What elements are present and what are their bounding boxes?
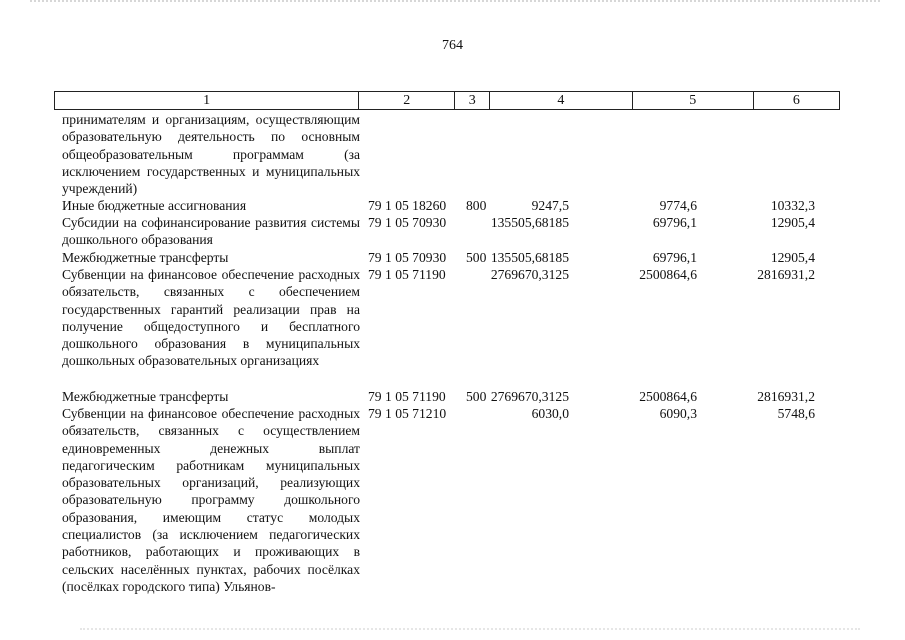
column-header-1: 1 <box>55 92 359 110</box>
column-header-4: 4 <box>490 92 633 110</box>
row-value-col6: 12905,4 <box>770 215 815 230</box>
row-value-col6: 2816931,2 <box>757 389 815 404</box>
column-header-table <box>54 91 840 110</box>
row-value-col5: 69796,1 <box>652 250 697 265</box>
row-code: 79 1 05 70930 <box>368 250 447 265</box>
row-value-col4: 6030,0 <box>531 406 569 421</box>
row-code: 79 1 05 71190 <box>368 267 446 282</box>
row-value-col4: 135505,68185 <box>490 215 569 230</box>
row-code: 79 1 05 70930 <box>368 215 447 230</box>
row-description: Межбюджетные трансферты <box>62 389 229 404</box>
row-value-col6: 5748,6 <box>777 406 815 421</box>
column-header-2: 2 <box>359 92 455 110</box>
row-expense-type: 800 <box>466 198 487 213</box>
row-value-col5: 6090,3 <box>659 406 697 421</box>
row-description: Межбюджетные трансферты <box>62 250 229 265</box>
column-header-6: 6 <box>753 92 839 110</box>
row-value-col5: 2500864,6 <box>639 389 697 404</box>
row-value-col5: 9774,6 <box>659 198 697 213</box>
row-value-col4: 135505,68185 <box>490 250 569 265</box>
column-header-5: 5 <box>632 92 753 110</box>
row-value-col4: 9247,5 <box>531 198 569 213</box>
row-code: 79 1 05 18260 <box>368 198 447 213</box>
row-value-col6: 10332,3 <box>770 198 815 213</box>
row-value-col5: 2500864,6 <box>639 267 697 282</box>
row-value-col6: 2816931,2 <box>757 267 815 282</box>
column-header-3: 3 <box>455 92 490 110</box>
row-description: Субсидии на софинансирование развития системы дошкольного образования <box>62 215 360 248</box>
column-header-row <box>55 92 840 110</box>
row-description: принимателям и организациям, осуществляющим образовательную деятельность по основным общеобразовательным программам (за исключением государственных и муниципальных учреждений) <box>62 112 360 197</box>
row-code: 79 1 05 71210 <box>368 406 447 421</box>
row-expense-type: 500 <box>466 389 487 404</box>
row-description: Субвенции на финансовое обеспечение расходных обязательств, связанных с обеспечением государственных гарантий реализации прав на получение общедоступного и бесплатного дошкольного образования в муниципальных дошкольных образовательных организациях <box>62 267 360 369</box>
row-value-col5: 69796,1 <box>652 215 697 230</box>
row-value-col4: 2769670,3125 <box>490 267 569 282</box>
page-number: 764 <box>442 38 463 53</box>
row-code: 79 1 05 71190 <box>368 389 446 404</box>
row-value-col4: 2769670,3125 <box>490 389 569 404</box>
row-value-col6: 12905,4 <box>770 250 815 265</box>
row-description: Субвенции на финансовое обеспечение расходных обязательств, связанных с осуществлением единовременных денежных выплат педагогическим работникам муниципальных образовательных организаций, реализующих образовательную программу дошкольного образования, имеющим статус молодых специалистов (за исключением педагогических работников, работающих и проживающих в сельских населённых пунктах, рабочих посёлках (посёлках городского типа) Ульянов- <box>62 406 360 594</box>
row-expense-type: 500 <box>466 250 487 265</box>
scan-artifact-top <box>30 0 880 8</box>
row-description: Иные бюджетные ассигнования <box>62 198 247 213</box>
scan-artifact-bottom <box>80 628 860 630</box>
